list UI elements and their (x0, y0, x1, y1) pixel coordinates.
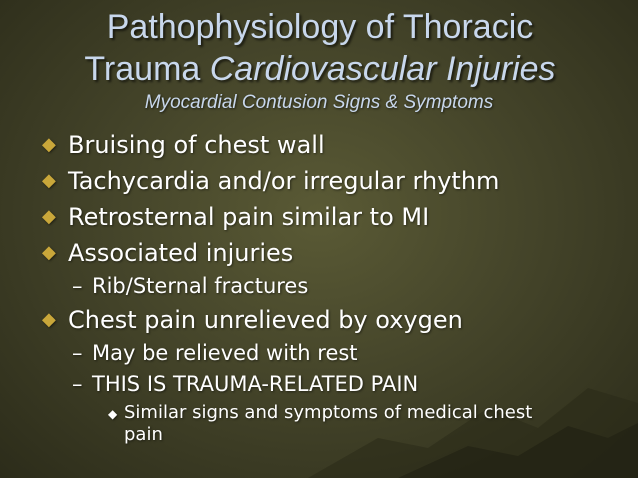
dash-bullet: – (72, 274, 83, 298)
bullet-text: Associated injuries (68, 239, 294, 267)
bullet-text: Retrosternal pain similar to MI (68, 203, 430, 231)
sub-bullet-text: THIS IS TRAUMA-RELATED PAIN (92, 372, 419, 396)
dash-bullet: – (72, 341, 83, 365)
list-item (40, 127, 620, 163)
diamond-bullet-icon: ◆ (42, 170, 56, 191)
bullet-text: Tachycardia and/or irregular rhythm (68, 167, 500, 195)
bullet-list (40, 127, 620, 446)
slide-subtitle: Myocardial Contusion Signs & Symptoms (144, 92, 494, 113)
slide-title (40, 6, 600, 90)
sub-sub-bullet-text: Similar signs and symptoms of medical chest pain (124, 402, 533, 445)
diamond-bullet-icon: ◆ (108, 407, 118, 421)
list-item (40, 235, 620, 271)
list-item (40, 199, 620, 235)
dash-bullet: – (72, 372, 83, 396)
diamond-bullet-icon: ◆ (42, 242, 56, 263)
sub-list-item (40, 369, 620, 400)
sub-bullet-text: Rib/Sternal fractures (92, 274, 309, 298)
sub-list-item (40, 338, 620, 369)
bullet-text: Chest pain unrelieved by oxygen (68, 306, 463, 334)
title-line-2 (40, 48, 600, 90)
list-item (40, 163, 620, 199)
title-line-2-plain: Trauma (84, 50, 210, 88)
sub-list-item (40, 271, 620, 302)
sub-bullet-text: May be relieved with rest (92, 341, 358, 365)
diamond-bullet-icon: ◆ (42, 134, 56, 155)
sub-sub-list-item (40, 402, 564, 446)
bullet-text: Bruising of chest wall (68, 131, 325, 159)
title-line-2-italic: Cardiovascular Injuries (209, 50, 556, 88)
diamond-bullet-icon: ◆ (42, 206, 56, 227)
list-item (40, 302, 620, 338)
title-line-1: Pathophysiology of Thoracic (106, 8, 534, 46)
diamond-bullet-icon: ◆ (42, 309, 56, 330)
